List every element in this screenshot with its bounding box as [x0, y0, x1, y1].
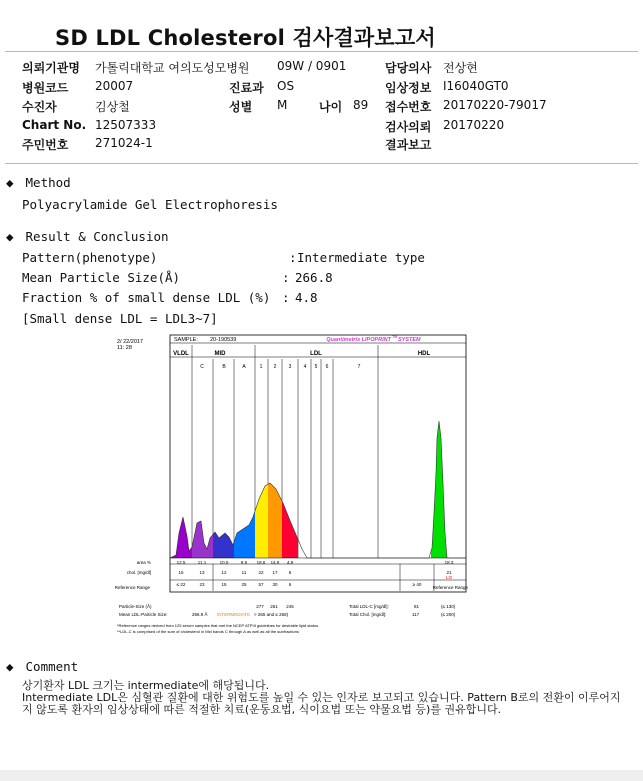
hdr-value-clinical-info: I16040GT0 [443, 79, 509, 93]
bullet-icon: ◆ [6, 229, 14, 244]
hdr-label-doctor: 담당의사 [385, 61, 432, 75]
particle-size-2: 261 [270, 604, 278, 609]
band-group-mid: MID [214, 351, 226, 357]
header-divider-bottom [5, 163, 638, 164]
particle-size-3: 245 [286, 604, 294, 609]
row-label-area: area % [136, 560, 151, 565]
total-chol-label: Total Chol. [mg/dl]: [349, 612, 387, 617]
chol-value-c: 13 [199, 570, 205, 575]
hdr-value-ward: 09W / 0901 [277, 59, 347, 73]
result-fraction-label: Fraction % of small dense LDL (%) [22, 290, 271, 305]
hdr-label-patient: 수진자 [22, 100, 57, 114]
band-label-4: 4 [303, 364, 307, 370]
chol-value-hdl: 21 [446, 570, 452, 575]
hdr-label-dept: 진료과 [229, 81, 264, 95]
chart-sample-label: SAMPLE: [174, 337, 198, 343]
band-group-hdl: HDL [417, 351, 431, 357]
ref-value-ldl1: 57 [258, 582, 264, 587]
ref-value-a: 25 [241, 582, 247, 587]
band-label-a: A [242, 364, 246, 370]
hdr-label-request-date: 검사의뢰 [385, 120, 432, 134]
header-divider-top [5, 51, 638, 52]
ref-value-hdl: ≥ 40 [412, 582, 422, 587]
chol-values [178, 570, 452, 580]
chol-value-b: 12 [221, 570, 227, 575]
densitometry-peaks [170, 373, 466, 559]
band-label-1: 1 [259, 364, 263, 370]
ref-value-c: 23 [199, 582, 205, 587]
hdr-value-doctor: 전상현 [443, 61, 478, 75]
comment-line-1: 상기환자 LDL 크기는 intermediate에 해당됩니다. [22, 679, 270, 692]
area-value-ldl2: 14.8 [270, 560, 280, 565]
band-label-3: 3 [288, 364, 292, 370]
result-size-label: Mean Particle Size(Å) [22, 270, 181, 285]
row-label-ref: Reference Range [114, 585, 150, 590]
band-label-5: 5 [314, 364, 318, 370]
result-pattern-value: Intermediate type [297, 250, 425, 265]
total-chol-ref: (≤ 200) [441, 612, 456, 617]
hdr-value-hospital-code: 20007 [95, 79, 134, 93]
ref-value-ldl2: 30 [272, 582, 278, 587]
hdr-label-hospital-code: 병원코드 [22, 81, 69, 95]
reference-values [177, 582, 422, 587]
chol-value-ldl3: 6 [288, 570, 292, 575]
chart-sample-value: 20-190539 [210, 337, 237, 343]
chart-brand-tail: SYSTEM [398, 337, 421, 343]
band-group-ldl: LDL [310, 351, 322, 357]
hdr-label-receipt-no: 접수번호 [385, 100, 432, 114]
result-size-value: 266.8 [295, 270, 333, 285]
chol-value-a: 11 [241, 570, 247, 575]
total-ldl-label: Total LDL-C [mg/dl]: [349, 604, 389, 609]
peak-fill-ldl1 [255, 373, 268, 559]
hdr-value-resident-no: 271024-1 [95, 136, 153, 150]
result-fraction-sep: : [282, 290, 290, 305]
ref-value-vldl: ≤ 22 [176, 582, 186, 587]
chol-value-vldl: 15 [178, 570, 184, 575]
hdl-flag: LO [445, 575, 453, 580]
hdr-value-chart-no: 12507333 [95, 118, 157, 132]
hdr-label-chart-no: Chart No. [22, 118, 87, 132]
hdr-label-sex: 성별 [229, 100, 253, 114]
band-label-7: 7 [357, 364, 361, 370]
bullet-icon: ◆ [6, 175, 14, 190]
chart-time: 11: 28 [117, 345, 132, 351]
area-value-a: 9.5 [240, 560, 248, 565]
hdr-value-patient: 김상철 [95, 100, 130, 114]
hdr-label-resident-no: 주민번호 [22, 138, 69, 152]
band-label-2: 2 [273, 364, 277, 370]
peak-fill-mid-a [234, 373, 255, 559]
hdr-value-receipt-no: 20170220-79017 [443, 98, 547, 112]
total-ldl-value: 81 [414, 604, 420, 609]
band-group-vldl: VLDL [173, 351, 189, 357]
result-pattern-label: Pattern(phenotype) [22, 250, 158, 265]
result-note: [Small dense LDL = LDL3~7] [22, 311, 218, 326]
band-label-b: B [222, 364, 226, 370]
comment-line-2: Intermediate LDL은 심혈관 질환에 대한 위험도를 높일 수 있는 인자로 보고되고 있습니다. Pattern B로의 전환이 이루어지지 않도록 환자의 임상상태에 따른 적절한 치료(운동요법, 식이요법 또는 약물요법 등)를 권유합니다. [22, 691, 621, 716]
bullet-icon: ◆ [6, 659, 14, 674]
chol-value-ldl2: 17 [272, 570, 278, 575]
mean-size-label: Mean LDL-Particle Size: [119, 612, 168, 617]
peak-fill-ldl3 [282, 373, 298, 559]
chart-date: 2/ 22/2017 [117, 339, 143, 345]
total-ldl-ref: (≤ 130) [441, 604, 456, 609]
area-value-hdl: 18.3 [444, 560, 454, 565]
hdr-value-sex: M [277, 98, 288, 112]
comment-heading: ◆ Comment [6, 659, 79, 674]
chol-value-ldl1: 22 [258, 570, 264, 575]
chart-brand-sup: TM [392, 335, 398, 339]
ref-value-b: 15 [221, 582, 227, 587]
hdr-value-request-date: 20170220 [443, 118, 505, 132]
chart-footnote-1: *Reference ranges derived from 125 serum samples that met the NCEP ATPIII guidelines for desirable lipid status [117, 623, 319, 628]
particle-size-label: Particle-Size (Å) [119, 604, 152, 609]
method-heading: ◆ Method [6, 175, 71, 190]
result-fraction-value: 4.8 [295, 290, 318, 305]
comment-body [22, 680, 622, 716]
mean-size-type: INTERMEDIATE [217, 612, 251, 617]
method-text: Polyacrylamide Gel Electrophoresis [22, 197, 278, 212]
hdr-label-report-date: 결과보고 [385, 138, 432, 152]
peak-fill-vldl [170, 373, 192, 559]
mean-size-tail: > 265 and ≤ 268) [254, 612, 289, 617]
lipoprint-chart [113, 333, 469, 639]
chart-brand: Quantimetrix LIPOPRINT [326, 337, 391, 343]
particle-size-1: 277 [256, 604, 264, 609]
result-table-lines [170, 564, 466, 591]
area-value-vldl: 12.5 [176, 560, 186, 565]
total-chol-value: 117 [412, 612, 420, 617]
peak-fill-mid-b [213, 373, 234, 559]
row-label-ref-right: Reference Range [432, 585, 468, 590]
row-label-chol: chol. [mg/dl] [126, 570, 151, 575]
peak-fill-ldl2 [268, 373, 282, 559]
ref-value-ldl3: 6 [288, 582, 292, 587]
hdr-value-institution: 가톨릭대학교 여의도성모병원 [95, 61, 250, 75]
mean-size-value: 266.9 Å [192, 612, 208, 617]
chart-footnote-2: **LDL-C is comprised of the sum of cholesterol in Mid bands C through A as well as all the subfractions [117, 629, 299, 634]
hdr-label-clinical-info: 임상정보 [385, 81, 432, 95]
area-value-ldl3: 4.8 [286, 560, 294, 565]
hdr-value-age: 89 [353, 98, 369, 112]
hdr-value-dept: OS [277, 79, 295, 93]
result-size-sep: : [282, 270, 290, 285]
result-pattern-sep: : [289, 250, 297, 265]
hdr-label-institution: 의뢰기관명 [22, 61, 80, 75]
hdr-label-age: 나이 [319, 100, 343, 114]
area-value-b: 10.0 [219, 560, 229, 565]
report-title: SD LDL Cholesterol 검사결과보고서 [55, 26, 436, 50]
band-label-c: C [200, 364, 204, 370]
band-label-6: 6 [325, 364, 329, 370]
area-value-c: 11.1 [197, 560, 207, 565]
result-heading: ◆ Result & Conclusion [6, 229, 169, 244]
page-footer-bar [0, 770, 643, 781]
area-value-ldl1: 18.6 [256, 560, 266, 565]
